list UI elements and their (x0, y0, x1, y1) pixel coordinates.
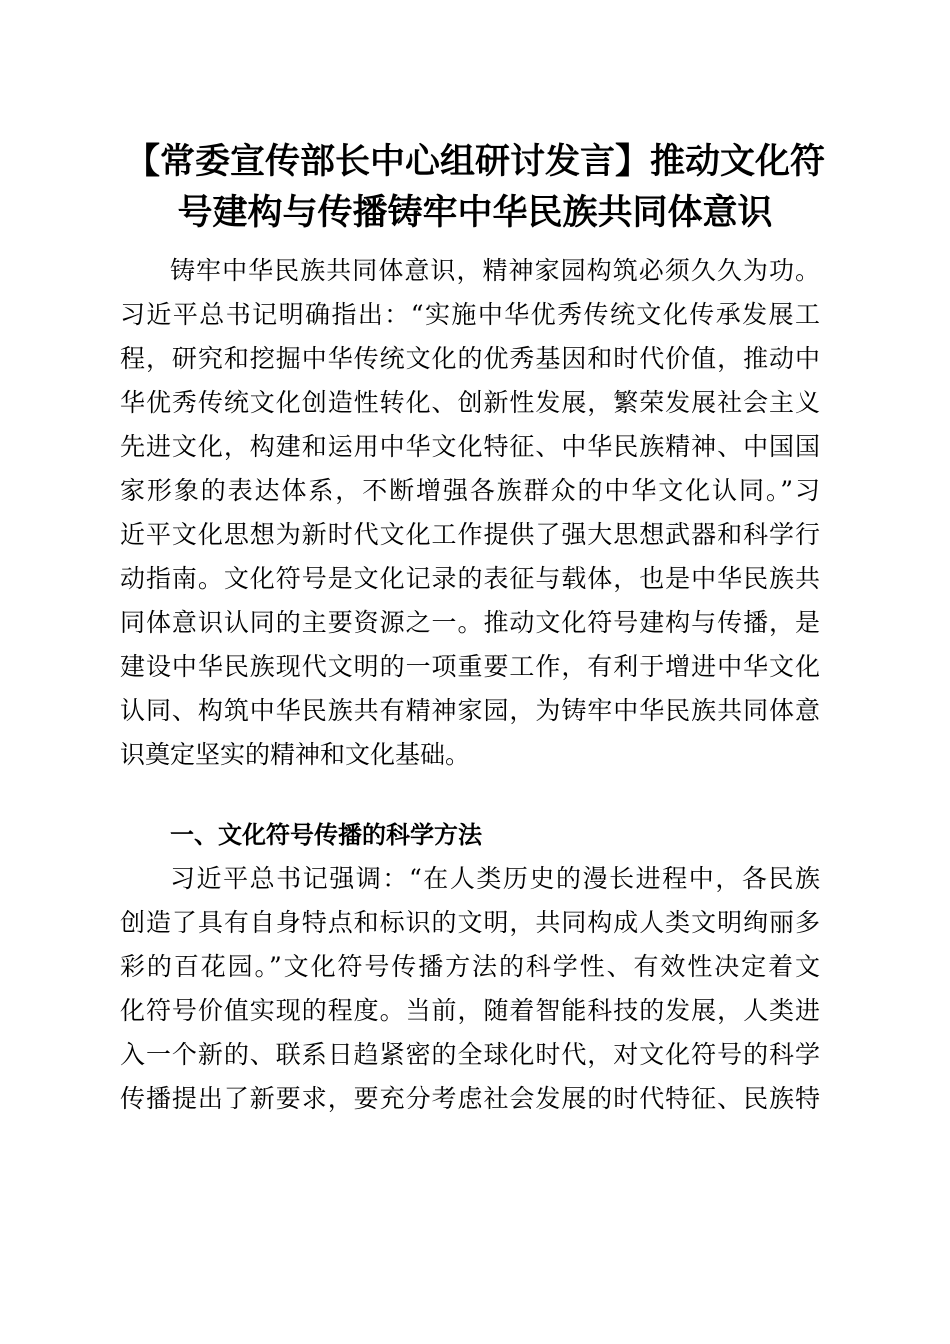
paragraph-line: 习近平总书记明确指出：“实施中华优秀传统文化传承发展工 (120, 300, 820, 329)
title-line: 号建构与传播铸牢中华民族共同体意识 (177, 192, 773, 233)
paragraph-section-one (120, 857, 820, 1121)
paragraph-line: 近平文化思想为新时代文化工作提供了强大思想武器和科学行 (120, 520, 820, 549)
document-title (120, 136, 830, 238)
paragraph-line: 动指南。文化符号是文化记录的表征与载体，也是中华民族共 (120, 564, 820, 593)
paragraph-line: 建设中华民族现代文明的一项重要工作，有利于增进中华文化 (120, 652, 820, 681)
paragraph-line: 华优秀传统文化创造性转化、创新性发展，繁荣发展社会主义 (120, 388, 820, 417)
paragraph-intro (120, 249, 820, 777)
section-heading: 一、文化符号传播的科学方法 (170, 821, 482, 849)
paragraph-line: 铸牢中华民族共同体意识，精神家园构筑必须久久为功。 (170, 256, 820, 285)
paragraph-line: 化符号价值实现的程度。当前，随着智能科技的发展，人类进 (120, 996, 820, 1025)
paragraph-line: 认同、构筑中华民族共有精神家园，为铸牢中华民族共同体意 (120, 696, 820, 725)
paragraph-line: 先进文化，构建和运用中华文化特征、中华民族精神、中国国 (120, 432, 820, 461)
paragraph-line: 程，研究和挖掘中华传统文化的优秀基因和时代价值，推动中 (120, 344, 820, 373)
paragraph-line: 同体意识认同的主要资源之一。推动文化符号建构与传播，是 (120, 608, 820, 637)
paragraph-line: 彩的百花园。”文化符号传播方法的科学性、有效性决定着文 (120, 952, 820, 981)
paragraph-line: 传播提出了新要求，要充分考虑社会发展的时代特征、民族特 (120, 1084, 820, 1113)
paragraph-line: 家形象的表达体系，不断增强各族群众的中华文化认同。”习 (120, 476, 820, 505)
paragraph-line: 入一个新的、联系日趋紧密的全球化时代，对文化符号的科学 (120, 1040, 820, 1069)
paragraph-line: 习近平总书记强调：“在人类历史的漫长进程中，各民族 (170, 864, 820, 893)
title-line: 【常委宣传部长中心组研讨发言】推动文化符 (124, 141, 825, 182)
paragraph-line: 识奠定坚实的精神和文化基础。 (120, 740, 471, 769)
paragraph-line: 创造了具有自身特点和标识的文明，共同构成人类文明绚丽多 (120, 908, 820, 937)
